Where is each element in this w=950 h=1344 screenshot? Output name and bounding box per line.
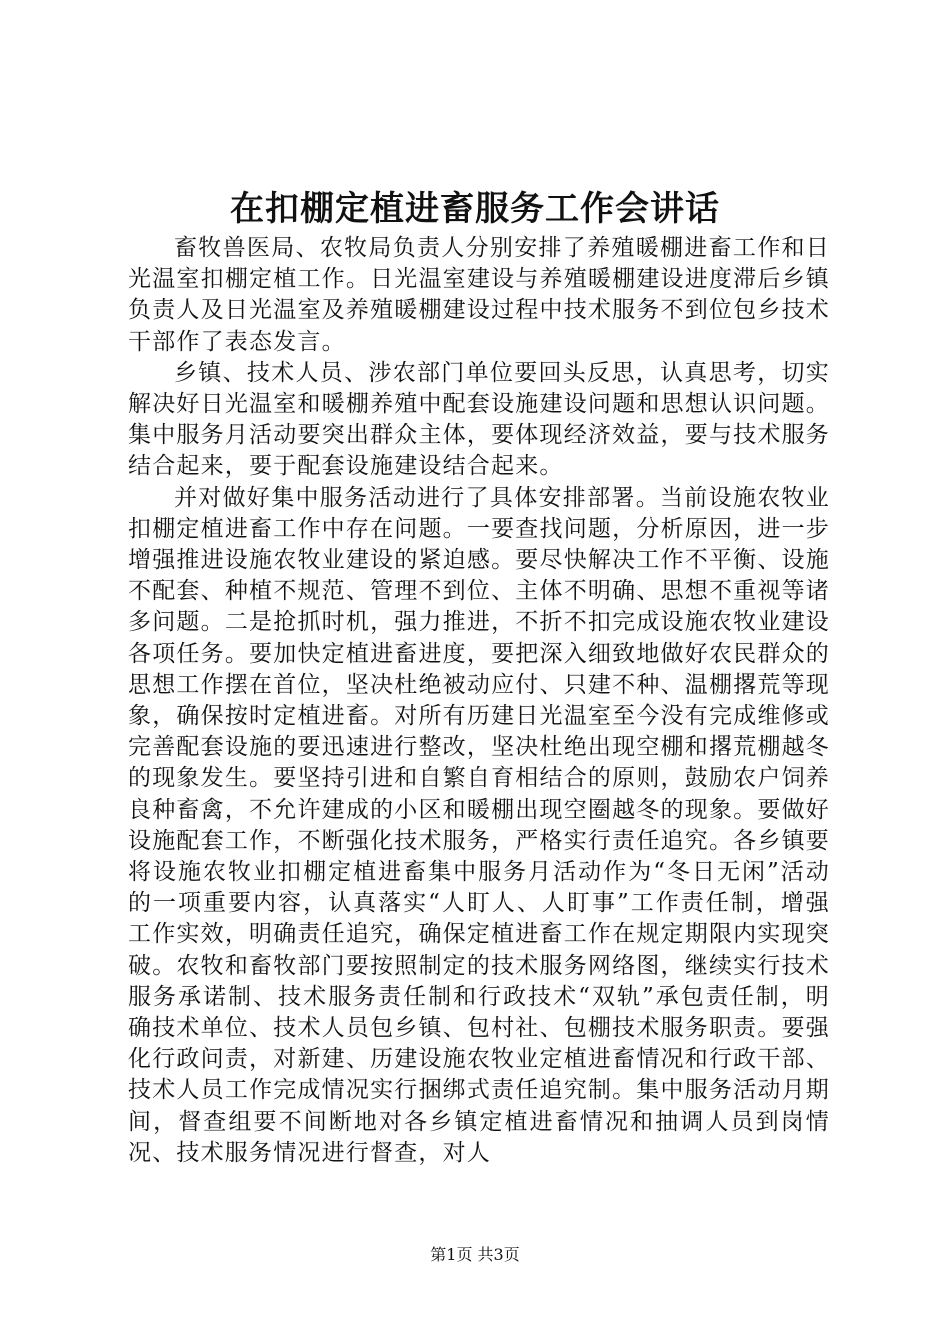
document-body	[128, 233, 830, 1169]
page-number-footer: 第1页 共3页	[430, 1245, 520, 1264]
paragraph-2: 乡镇、技术人员、涉农部门单位要回头反思，认真思考，切实解决好日光温室和暖棚养殖中配套设施建设问题和思想认识问题。集中服务月活动要突出群众主体，要体现经济效益，要与技术服务结合起来，要于配套设施建设结合起来。	[128, 359, 830, 480]
document-title: 在扣棚定植进畜服务工作会讲话	[230, 189, 720, 229]
paragraph-3: 并对做好集中服务活动进行了具体安排部署。当前设施农牧业扣棚定植进畜工作中存在问题。一要查找问题，分析原因，进一步增强推进设施农牧业建设的紧迫感。要尽快解决工作不平衡、设施不配套、种植不规范、管理不到位、主体不明确、思想不重视等诸多问题。二是抢抓时机，强力推进，不折不扣完成设施农牧业建设各项任务。要加快定植进畜进度，要把深入细致地做好农民群众的思想工作摆在首位，坚决杜绝被动应付、只建不种、温棚撂荒等现象，确保按时定植进畜。对所有历建日光温室至今没有完成维修或完善配套设施的要迅速进行整改，坚决杜绝出现空棚和撂荒棚越冬的现象发生。要坚持引进和自繁自育相结合的原则，鼓励农户饲养良种畜禽，不允许建成的小区和暖棚出现空圈越冬的现象。要做好设施配套工作，不断强化技术服务，严格实行责任追究。各乡镇要将设施农牧业扣棚定植进畜集中服务月活动作为“冬日无闲”活动的一项重要内容，认真落实“人盯人、人盯事”工作责任制，增强工作实效，明确责任追究，确保定植进畜工作在规定期限内实现突破。农牧和畜牧部门要按照制定的技术服务网络图，继续实行技术服务承诺制、技术服务责任制和行政技术“双轨”承包责任制，明确技术单位、技术人员包乡镇、包村社、包棚技术服务职责。要强化行政问责，对新建、历建设施农牧业定植进畜情况和行政干部、技术人员工作完成情况实行捆绑式责任追究制。集中服务活动月期间，督查组要不间断地对各乡镇定植进畜情况和抽调人员到岗情况、技术服务情况进行督查，对人	[128, 484, 830, 1166]
paragraph-1: 畜牧兽医局、农牧局负责人分别安排了养殖暖棚进畜工作和日光温室扣棚定植工作。日光温室建设与养殖暖棚建设进度滞后乡镇负责人及日光温室及养殖暖棚建设过程中技术服务不到位包乡技术干部作了表态发言。	[128, 235, 830, 355]
